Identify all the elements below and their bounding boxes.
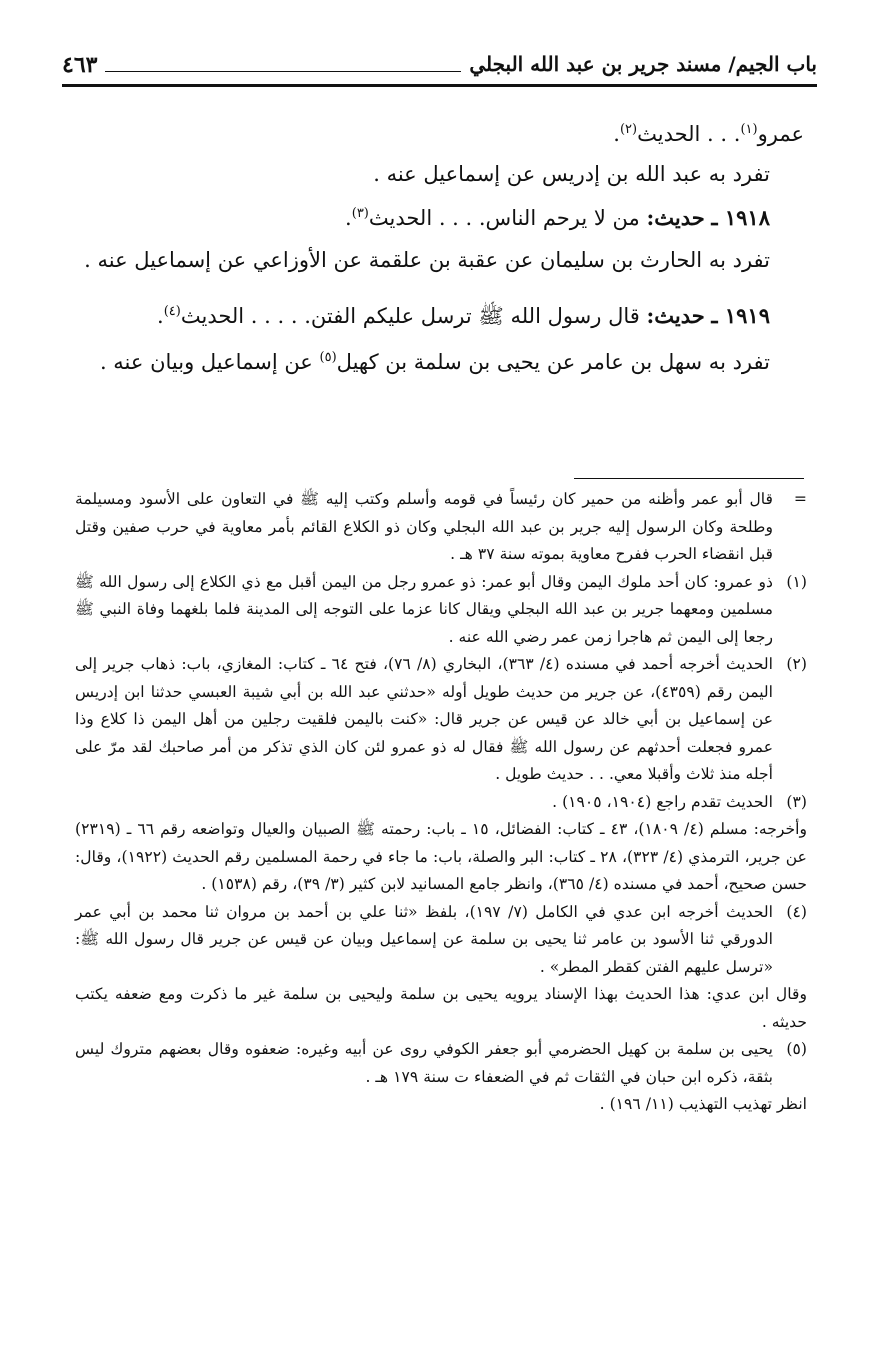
hadith-1918: ١٩١٨ ـ حديث: من لا يرحم الناس. . . . الحديث$^{(٣)}$. [345, 205, 770, 230]
footnote-3: (٣) الحديث تقدم راجع (١٩٠٤، ١٩٠٥) . [75, 789, 807, 817]
footnote-mark: = [793, 490, 807, 508]
footnote-continuation: = قال أبو عمر وأظنه من حمير كان رئيساً في قومه وأسلم وكتب إليه ﷺ في التعاون على الأسود ومسيلمة وطلحة وكان الرسول إليه جرير بن عبد الله البجلي وكان ذو الكلاع القائم بأمر معاوية في حرب صفين وقتل قبل انقضاء الحرب ففرح معاوية بموته سنة ٣٧ هـ . [75, 486, 807, 569]
footnotes [75, 486, 807, 1119]
footnote-5-continued: انظر تهذيب التهذيب (١١/ ١٩٦) . [599, 1095, 807, 1113]
text-line: تفرد به سهل بن عامر عن يحيى بن سلمة بن كهيل$^{(٥)}$ عن إسماعيل وبيان عنه . [99, 350, 770, 374]
hadith-number: ١٩١٩ ـ [711, 303, 770, 328]
footnote-mark: (٤) [786, 902, 807, 921]
running-header [62, 38, 817, 84]
footnote-4-continued: وقال ابن عدي: هذا الحديث بهذا الإسناد يرويه يحيى بن سلمة وليحيى بن سلمة غير ما ذكرت ومع ضعفه يكتب حديثه . [75, 985, 807, 1031]
text-line: عمرو$^{(١)}$. . . الحديث$^{(٢)}$. [613, 122, 804, 146]
footnote-1: (١) ذو عمرو: كان أحد ملوك اليمن وقال أبو عمر: ذو عمرو رجل من اليمن أقبل مع ذي الكلاع إلى رسول الله ﷺ مسلمين ومعهما جرير بن عبد الله البجلي ويقال كانا عزما على التوجه إلى المدينة فلما بلغهما وفاة النبي ﷺ رجعا إلى اليمن ثم هاجرا زمن عمر رضي الله عنه . [75, 569, 807, 652]
footnote-mark: (٢) [786, 655, 807, 673]
footnote-ref[interactable]: (٥) [319, 350, 337, 365]
hadith-keyword: حديث: [646, 303, 705, 328]
footnote-2: (٢) الحديث أخرجه أحمد في مسنده (٤/ ٣٦٣)، البخاري (٨/ ٧٦)، فتح ٦٤ ـ كتاب: المغازي، باب: ذهاب جرير إلى اليمن رقم (٤٣٥٩)، عن جرير من حديث طويل أوله «حدثني عبد الله بن أبي شيبة العبسي حدثنا ابن إدريس عن إسماعيل بن أبي خالد عن قيس عن جرير قال: «كنت باليمن فلقيت رجلين من أهل اليمن ذا كلاع وذا عمرو فجعلت أحدثهم عن رسول الله ﷺ فقال له ذو عمرو لئن كان الذي تذكر من أمر صاحبك لقد مرّ على أجله منذ ثلاث وأقبلا معي. . . حديث طويل . [75, 651, 807, 789]
hadith-number: ١٩١٨ ـ [711, 205, 770, 230]
header-title: باب الجيم/ مسند جرير بن عبد الله البجلي [469, 52, 817, 76]
page-number: ٤٦٣ [62, 52, 98, 78]
footnote-separator [574, 478, 804, 479]
text-line: تفرد به عبد الله بن إدريس عن إسماعيل عنه . [373, 162, 770, 186]
main-text [75, 110, 804, 384]
header-divider [62, 84, 817, 87]
hadith-keyword: حديث: [646, 205, 705, 230]
footnote-ref[interactable]: (٣) [351, 206, 369, 221]
footnote-5: (٥) يحيى بن سلمة بن كهيل الحضرمي أبو جعفر الكوفي روى عن أبيه وغيره: ضعفوه وقال بعضهم متروك ليس بثقة، ذكره ابن حبان في الثقات ثم في الضعفاء ت سنة ١٧٩ هـ . [75, 1036, 807, 1091]
text-line: تفرد به الحارث بن سليمان عن عقبة بن علقمة عن الأوزاعي عن إسماعيل عنه . [84, 248, 770, 272]
header-rule [105, 71, 461, 72]
footnote-mark: (١) [786, 572, 807, 591]
footnote-4: (٤) الحديث أخرجه ابن عدي في الكامل (٧/ ١٩٧)، بلفظ «ثنا علي بن أحمد بن مروان ثنا محمد بن أبي عمر الدورقي ثنا الأسود بن عامر ثنا يحيى بن سلمة عن إسماعيل وبيان عن قيس عن جرير قال رسول الله ﷺ: «ترسل عليهم الفتن كقطر المطر» . [75, 899, 807, 982]
footnote-3-continued: وأخرجه: مسلم (٤/ ١٨٠٩)، ٤٣ ـ كتاب: الفضائل، ١٥ ـ باب: رحمته ﷺ الصبيان والعيال وتواضعه رقم ٦٦ ـ (٢٣١٩) عن جرير، الترمذي (٤/ ٣٢٣)، ٢٨ ـ كتاب: البر والصلة، باب: ما جاء في رحمة المسلمين رقم الحديث (١٩٢٢)، وقال: حسن صحيح، أحمد في مسنده (٤/ ٣٦٥)، وانظر جامع المسانيد لابن كثير (٣/ ٣٩)، رقم (١٥٣٨) . [75, 820, 808, 893]
footnote-ref[interactable]: (١) [740, 122, 758, 137]
hadith-1919: ١٩١٩ ـ حديث: قال رسول الله ﷺ ترسل عليكم الفتن. . . . . الحديث$^{(٤)}$. [157, 303, 770, 328]
footnote-mark: (٥) [786, 1040, 807, 1058]
footnote-ref[interactable]: (٢) [619, 122, 638, 137]
footnote-mark: (٣) [786, 792, 807, 811]
footnote-ref[interactable]: (٤) [163, 304, 181, 319]
